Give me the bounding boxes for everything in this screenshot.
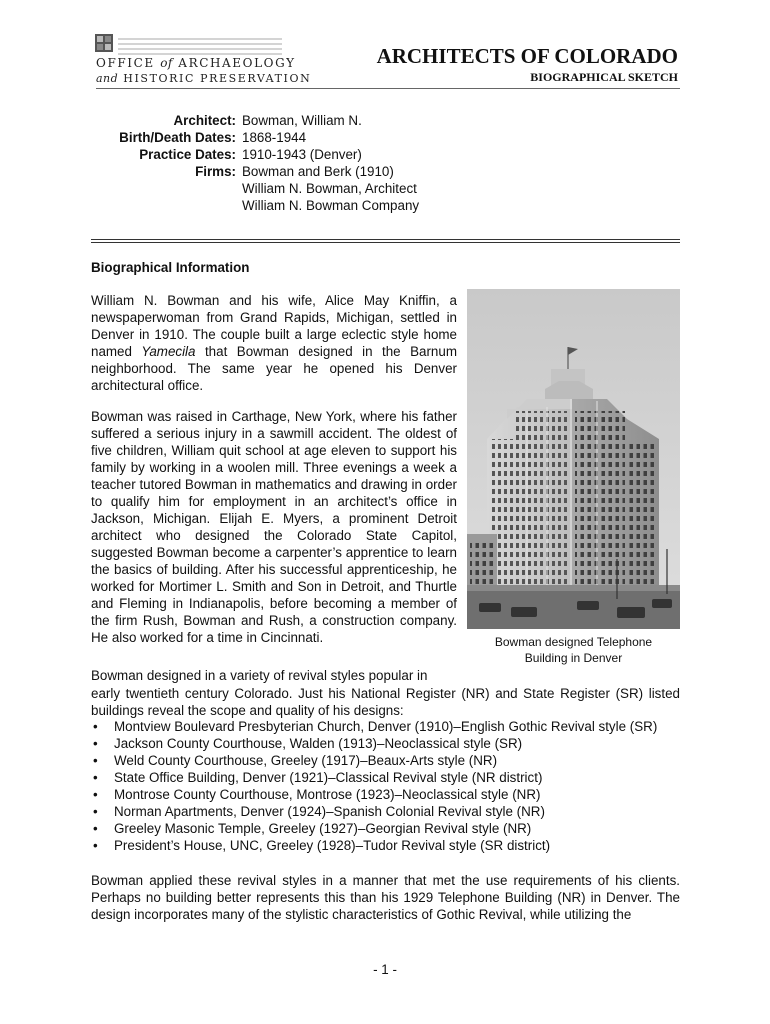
paragraph-3-first-line: Bowman designed in a variety of revival styles popular in	[91, 668, 428, 683]
org-archaeology: ARCHAEOLOGY	[178, 56, 296, 70]
page-number: - 1 -	[373, 962, 397, 977]
logo-lines	[118, 38, 282, 58]
house-name: Yamecila	[141, 344, 196, 359]
document-title: ARCHITECTS OF COLORADO	[376, 44, 678, 68]
list-item: • State Office Building, Denver (1921)–Classical Revival style (NR district)	[91, 769, 691, 786]
practice-label: Practice Dates:	[139, 147, 236, 162]
org-name-line2	[96, 72, 311, 85]
list-item: • Weld County Courthouse, Greeley (1917)–Beaux-Arts style (NR)	[91, 752, 691, 769]
firm-2: William N. Bowman, Architect	[242, 181, 417, 196]
org-and: and	[96, 72, 119, 85]
building-list	[91, 718, 691, 854]
list-item: • Montrose County Courthouse, Montrose (1923)–Neoclassical style (NR)	[91, 786, 691, 803]
org-office: OFFICE	[96, 56, 155, 70]
org-of: of	[160, 56, 173, 70]
header-rule	[96, 88, 680, 89]
list-item: • President’s House, UNC, Greeley (1928)–Tudor Revival style (SR district)	[91, 837, 691, 854]
photo-caption	[467, 634, 680, 666]
architect-info	[60, 112, 419, 214]
caption-line-1: Bowman designed Telephone	[494, 635, 653, 649]
list-item: • Greeley Masonic Temple, Greeley (1927)–Georgian Revival style (NR)	[91, 820, 691, 837]
divider-thin	[91, 239, 680, 240]
paragraph-3: early twentieth century Colorado. Just his National Register (NR) and State Register (SR) listed buildings reveal the scope and quality of his designs:	[91, 686, 680, 718]
list-item: • Norman Apartments, Denver (1924)–Spanish Colonial Revival style (NR)	[91, 803, 691, 820]
document-subtitle: BIOGRAPHICAL SKETCH	[530, 70, 678, 84]
paragraph-1: William N. Bowman and his wife, Alice May Kniffin, a newspaperwoman from Grand Rapids, Michigan, settled in Denver in 1910. The couple built a large eclectic style home named Yamecila that Bowman designed in the Barnum neighborhood. The same year he opened his Denver architectural office.	[91, 293, 457, 393]
list-item: • Montview Boulevard Presbyterian Church, Denver (1910)–English Gothic Revival style (SR)	[91, 718, 691, 735]
paragraph-4: Bowman applied these revival styles in a manner that met the use requirements of his clients. Perhaps no building better represents this than his 1929 Telephone Building (NR) in Denver. The design incorporates many of the stylistic characteristics of Gothic Revival, while utilizing the	[91, 873, 680, 922]
org-historic-preservation: HISTORIC PRESERVATION	[123, 72, 312, 85]
telephone-building-photo	[467, 289, 680, 629]
org-name-line1	[96, 56, 296, 70]
firm-3: William N. Bowman Company	[242, 198, 420, 213]
divider-thick	[91, 242, 680, 243]
caption-line-2: Building in Denver	[524, 651, 623, 665]
dates-value: 1868-1944	[242, 130, 307, 145]
firms-label: Firms:	[195, 164, 236, 179]
paragraph-2: Bowman was raised in Carthage, New York, where his father suffered a serious injury in a sawmill accident. The oldest of five children, William quit school at age eleven to support his family by working in a woolen mill. Three evenings a week a teacher tutored Bowman in mathematics and drawing in order to qualify him for employment in an architect’s office in Jackson, Michigan. Elijah E. Myers, a prominent Detroit architect who designed the Colorado State Capitol, suggested Bowman become a carpenter’s apprentice to learn the basics of building. After his successful apprenticeship, he worked for Mortimer L. Smith and Son in Detroit, and Thurtle and Fleming in Indianapolis, before becoming a member of the firm Rush, Bowman and Rush, a construction company. He also worked for a time in Cincinnati.	[91, 409, 457, 645]
practice-value: 1910-1943 (Denver)	[242, 147, 362, 162]
firm-1: Bowman and Berk (1910)	[242, 164, 394, 179]
architect-value: Bowman, William N.	[242, 113, 362, 128]
list-item: • Jackson County Courthouse, Walden (1913)–Neoclassical style (SR)	[91, 735, 691, 752]
section-heading: Biographical Information	[91, 260, 250, 275]
architect-label: Architect:	[173, 113, 236, 128]
logo-icon	[95, 34, 113, 52]
dates-label: Birth/Death Dates:	[119, 130, 236, 145]
